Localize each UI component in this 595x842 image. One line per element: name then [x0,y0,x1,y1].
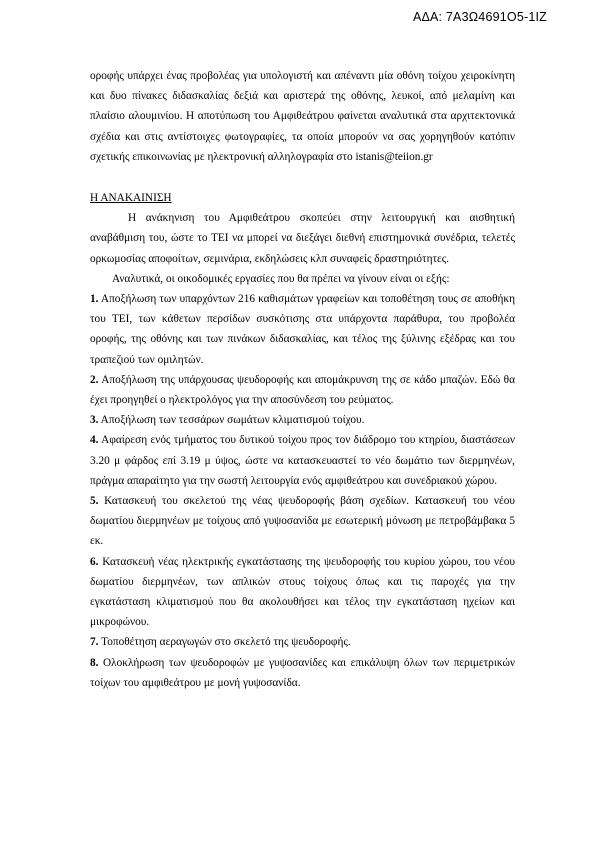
list-item-number: 7. [90,636,99,649]
section-heading: Η ΑΝΑΚΑΙΝΙΣΗ [90,192,172,205]
list-item [90,410,515,430]
intro-paragraph: οροφής υπάρχει ένας προβολέας για υπολογιστή και απέναντι μία οθόνη τοίχου χειροκίνητη και δυο πίνακες διδασκαλίας δεξιά και αριστερά της οθόνης, λευκοί, από μελαμίνη και πλαίσιο αλουμινίου. Η αποτύπωση του Αμφιθεάτρου φαίνεται αναλυτικά στα αρχιτεκτονικά σχέδια και στις αντίστοιχες φωτογραφίες, τα οποία μπορούν να σας χορηγηθούν κατόπιν σχετικής επικοινωνίας με ηλεκτρονική αλληλογραφία στο istanis@teiion.gr [90,70,515,163]
list-item-text: Αποξήλωση των υπαρχόντων 216 καθισμάτων γραφείων και τοποθέτηση τους σε αποθήκη του ΤΕΙ, των κάθετων περσίδων συσκότισης στα υπάρχοντα παράθυρα, του προβολέα οροφής, της οθόνης και των πινάκων διδασκαλίας, και τέλος της ξύλινης εξέδρας και του τραπεζιού των ομιλητών. [90,293,515,366]
list-item [90,370,515,410]
list-item-text: Κατασκευή νέας ηλεκτρικής εγκατάστασης της ψευδοροφής του κυρίου χώρου, του νέου δωματίου διερμηνέων, των απλικών στους τοίχους όπως και τις παροχές για την εγκατάσταση κλιματισμού που θα ακολουθήσει και τέλος την εγκατάσταση ηχείων και μικροφώνου. [90,555,515,629]
list-item-number: 5. [90,495,99,508]
list-item-text: Κατασκευή του σκελετού της νέας ψευδοροφής βάση σχεδίων. Κατασκευή του νέου δωματίου διερμηνέων με τοίχους από γυψοσανίδα με εσωτερική μόνωση με πετροβάμβακα 5 εκ. [90,495,515,548]
list-item-text: Αποξήλωση της υπάρχουσας ψευδοροφής και απομάκρυνση της σε κάδο μπαζών. Εδώ θα έχει προηγηθεί ο ηλεκτρολόγος για την αποσύνδεση του ρεύματος. [90,373,515,407]
list-item-number: 6. [90,555,99,568]
section-lead: Αναλυτικά, οι οικοδομικές εργασίες που θα πρέπει να γίνουν είναι οι εξής: [112,272,450,285]
list-item-text: Αφαίρεση ενός τμήματος του δυτικού τοίχου προς τον διάδρομο του κτηρίου, διαστάσεων 3.20 μ φάρδος επί 3.19 μ ύψος, ώστε να κατασκευαστεί το νέο δωμάτιο των διερμηνέων, πράγμα απαραίτητο για την σωστή λειτουργία ενός αμφιθεάτρου και συνεδριακού χώρου. [90,434,515,487]
list-item-text: Αποξήλωση των τεσσάρων σωμάτων κλιματισμού τοίχου. [98,414,365,427]
list-item-text: Ολοκλήρωση των ψευδοροφών με γυψοσανίδες και επικάλυψη όλων των περιμετρικών τοίχων του αμφιθεάτρου με μονή γυψοσανίδα. [90,656,515,689]
list-item [90,653,515,693]
list-item [90,552,515,633]
list-item-number: 3. [90,414,99,427]
ada-code: ΑΔΑ: 7Α3Ω4691Ο5-1ΙΖ [412,10,547,24]
list-item-number: 4. [90,434,99,447]
list-item [90,289,515,370]
document-body [90,66,515,693]
list-item [90,632,515,652]
list-item-text: Τοποθέτηση αεραγωγών στο σκελετό της ψευδοροφής. [98,636,351,649]
section-paragraph: Η ανάκηνιση του Αμφιθεάτρου σκοπεύει στην λειτουργική και αισθητική αναβάθμιση του, ώστε το ΤΕΙ να μπορεί να διεξάγει διεθνή επιστημονικά συνέδρια, τελετές ορκωμοσίας αποφοίτων, σεμινάρια, εκδηλώσεις κλπ συναφείς δραστηριότητες. [90,212,515,265]
list-item-number: 1. [90,293,99,306]
list-item-number: 8. [90,656,99,669]
list-item-number: 2. [90,373,99,386]
list-item [90,430,515,491]
list-item [90,491,515,552]
